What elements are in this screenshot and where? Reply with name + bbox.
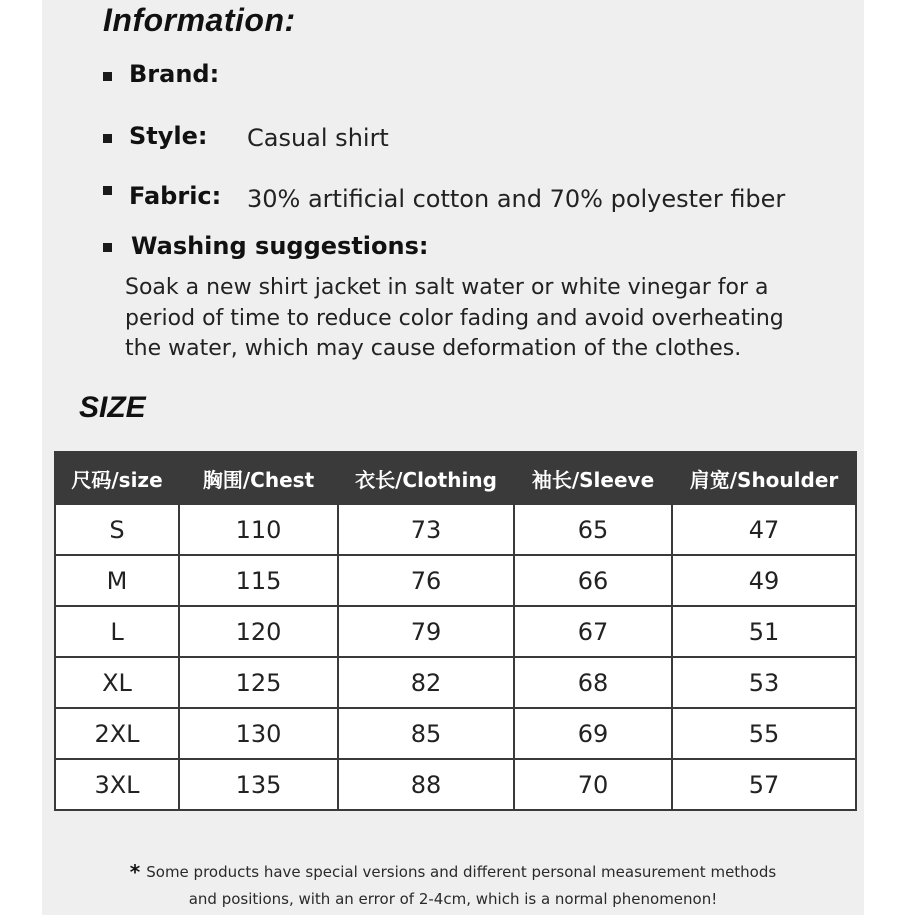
cell-size: 2XL [55,708,179,759]
table-header-row [55,452,856,504]
washing-line: the water, which may cause deformation of the clothes. [125,336,742,361]
bullet-icon [103,72,112,81]
table-row [55,759,856,810]
bullet-icon [103,243,112,252]
cell-size: S [55,504,179,555]
cell-sleeve: 69 [514,708,672,759]
cell-size: 3XL [55,759,179,810]
style-label: Style: [129,122,208,150]
cell-chest: 135 [179,759,338,810]
cell-clothing: 88 [338,759,514,810]
footnote-line-1 [42,860,864,884]
cell-shoulder: 57 [672,759,856,810]
table-row [55,606,856,657]
table-row [55,708,856,759]
washing-line: period of time to reduce color fading and avoid overheating [125,305,784,331]
cell-clothing: 76 [338,555,514,606]
table-row [55,555,856,606]
cell-chest: 125 [179,657,338,708]
footnote-text: and positions, with an error of 2-4cm, which is a normal phenomenon! [188,890,718,908]
cell-chest: 110 [179,504,338,555]
fabric-label: Fabric: [129,182,222,210]
cell-shoulder: 51 [672,606,856,657]
header-clothing: 衣长/Clothing [338,452,514,504]
cell-shoulder: 53 [672,657,856,708]
size-heading: SIZE [79,391,146,424]
table-row [55,657,856,708]
asterisk-icon: * [129,860,141,884]
footnote-line-2 [42,890,864,908]
cell-chest: 115 [179,555,338,606]
table-row [55,504,856,555]
cell-clothing: 73 [338,504,514,555]
cell-clothing: 79 [338,606,514,657]
footnote-text: Some products have special versions and different personal measurement methods [146,863,777,881]
bullet-icon [103,186,112,195]
cell-clothing: 85 [338,708,514,759]
cell-shoulder: 55 [672,708,856,759]
cell-size: L [55,606,179,657]
information-heading: Information: [103,2,296,38]
header-chest: 胸围/Chest [179,452,338,504]
fabric-value: 30% artificial cotton and 70% polyester fiber [247,185,786,213]
cell-shoulder: 49 [672,555,856,606]
brand-label: Brand: [129,60,220,88]
cell-clothing: 82 [338,657,514,708]
washing-text [125,273,815,365]
bullet-icon [103,134,112,143]
cell-sleeve: 68 [514,657,672,708]
cell-sleeve: 67 [514,606,672,657]
header-size: 尺码/size [55,452,179,504]
cell-sleeve: 70 [514,759,672,810]
washing-label: Washing suggestions: [131,232,429,260]
cell-sleeve: 66 [514,555,672,606]
header-sleeve: 袖长/Sleeve [514,452,672,504]
cell-shoulder: 47 [672,504,856,555]
cell-size: M [55,555,179,606]
cell-size: XL [55,657,179,708]
cell-sleeve: 65 [514,504,672,555]
style-value: Casual shirt [247,124,389,152]
cell-chest: 120 [179,606,338,657]
washing-line: Soak a new shirt jacket in salt water or white vinegar for a [125,275,769,300]
size-table [54,451,857,811]
cell-chest: 130 [179,708,338,759]
header-shoulder: 肩宽/Shoulder [672,452,856,504]
